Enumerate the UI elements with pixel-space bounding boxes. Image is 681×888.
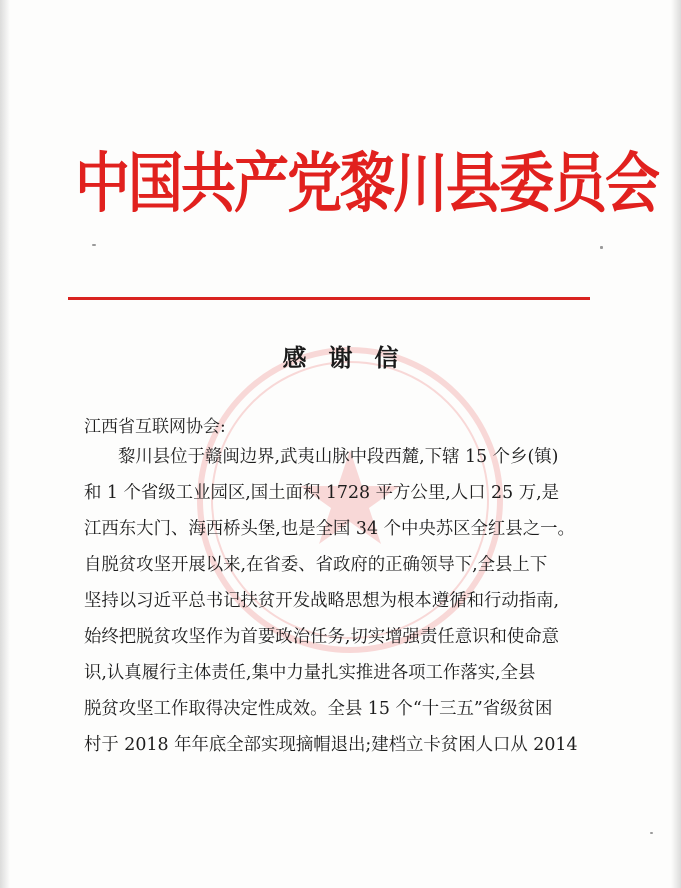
page-title: 感谢信	[282, 343, 421, 372]
body-line: 识,认真履行主体责任,集中力量扎实推进各项工作落实,全县	[84, 663, 536, 683]
body-line: 自脱贫攻坚开展以来,在省委、省政府的正确领导下,全县上下	[84, 555, 548, 575]
body-line: 脱贫攻坚工作取得决定性成效。全县 15 个“十三五”省级贫困	[84, 699, 553, 719]
scan-speck	[650, 832, 653, 834]
letterhead-divider	[68, 297, 590, 300]
letterhead-organization: 中国共产党黎川县委员会	[75, 144, 659, 221]
scan-speck	[600, 246, 603, 249]
scan-shadow-right	[671, 0, 681, 888]
body-line: 村于 2018 年年底全部实现摘帽退出;建档立卡贫困人口从 2014	[84, 735, 578, 755]
salutation: 江西省互联网协会:	[84, 417, 226, 437]
body-line: 黎川县位于赣闽边界,武夷山脉中段西麓,下辖 15 个乡(镇)	[118, 447, 559, 467]
body-line: 坚持以习近平总书记扶贫开发战略思想为根本遵循和行动指南,	[84, 591, 560, 611]
body-line: 始终把脱贫攻坚作为首要政治任务,切实增强责任意识和使命意	[84, 627, 560, 647]
scan-shadow-left	[0, 0, 10, 888]
scan-speck	[92, 244, 96, 246]
body-line: 和 1 个省级工业园区,国土面积 1728 平方公里,人口 25 万,是	[84, 483, 560, 503]
body-line: 江西东大门、海西桥头堡,也是全国 34 个中央苏区全红县之一。	[84, 519, 575, 539]
